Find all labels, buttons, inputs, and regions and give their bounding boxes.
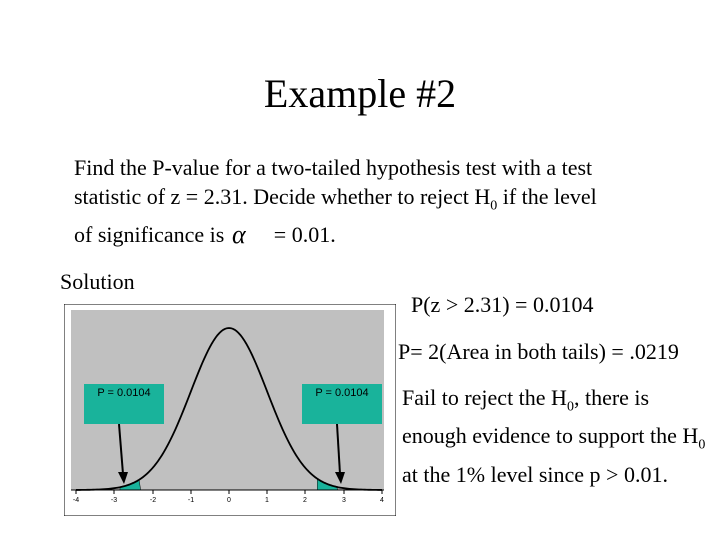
tick-label: -4 bbox=[72, 497, 80, 504]
problem-line-3 bbox=[74, 220, 674, 249]
tick-label: 3 bbox=[342, 497, 346, 504]
p-right-tail: P(z > 2.31) = 0.0104 bbox=[411, 292, 594, 317]
problem-line-2-end: if the level bbox=[497, 184, 597, 209]
tick-label: -1 bbox=[187, 497, 195, 504]
problem-line-2 bbox=[74, 182, 674, 220]
right-tail-p-label: P = 0.0104 bbox=[302, 384, 382, 424]
tick-label: 4 bbox=[380, 497, 384, 504]
problem-line-3-text: of significance is bbox=[74, 222, 230, 248]
problem-statement bbox=[74, 153, 674, 249]
solution-label: Solution bbox=[60, 269, 135, 294]
conclusion-part-2: , there is enough evidence to support the H bbox=[402, 385, 699, 449]
tick-label: 2 bbox=[303, 497, 307, 504]
tick-label: -2 bbox=[149, 497, 157, 504]
conclusion-text bbox=[402, 383, 717, 489]
problem-line-1: Find the P-value for a two-tailed hypothesis test with a test bbox=[74, 155, 593, 180]
conclusion-part-3: at the 1% level since p > 0.01. bbox=[402, 461, 668, 487]
normal-curve-figure bbox=[64, 304, 396, 516]
slide-title: Example #2 bbox=[263, 71, 457, 116]
svg-text:α: α bbox=[231, 224, 246, 247]
tick-label: 1 bbox=[265, 497, 269, 504]
p-both-tails: P= 2(Area in both tails) = .0219 bbox=[398, 339, 679, 364]
h0-subscript: 0 bbox=[566, 399, 574, 415]
left-tail-p-label: P = 0.0104 bbox=[84, 384, 164, 424]
tick-label: -3 bbox=[110, 497, 118, 504]
alpha-value: = 0.01. bbox=[273, 222, 336, 248]
alpha-symbol-icon bbox=[230, 224, 274, 246]
conclusion-part-1: Fail to reject the H bbox=[402, 385, 567, 410]
problem-line-2-text: statistic of z = 2.31. Decide whether to reject H bbox=[74, 184, 491, 209]
h0-subscript: 0 bbox=[698, 437, 706, 453]
h0-subscript: 0 bbox=[490, 198, 498, 214]
tick-label: 0 bbox=[227, 497, 231, 504]
